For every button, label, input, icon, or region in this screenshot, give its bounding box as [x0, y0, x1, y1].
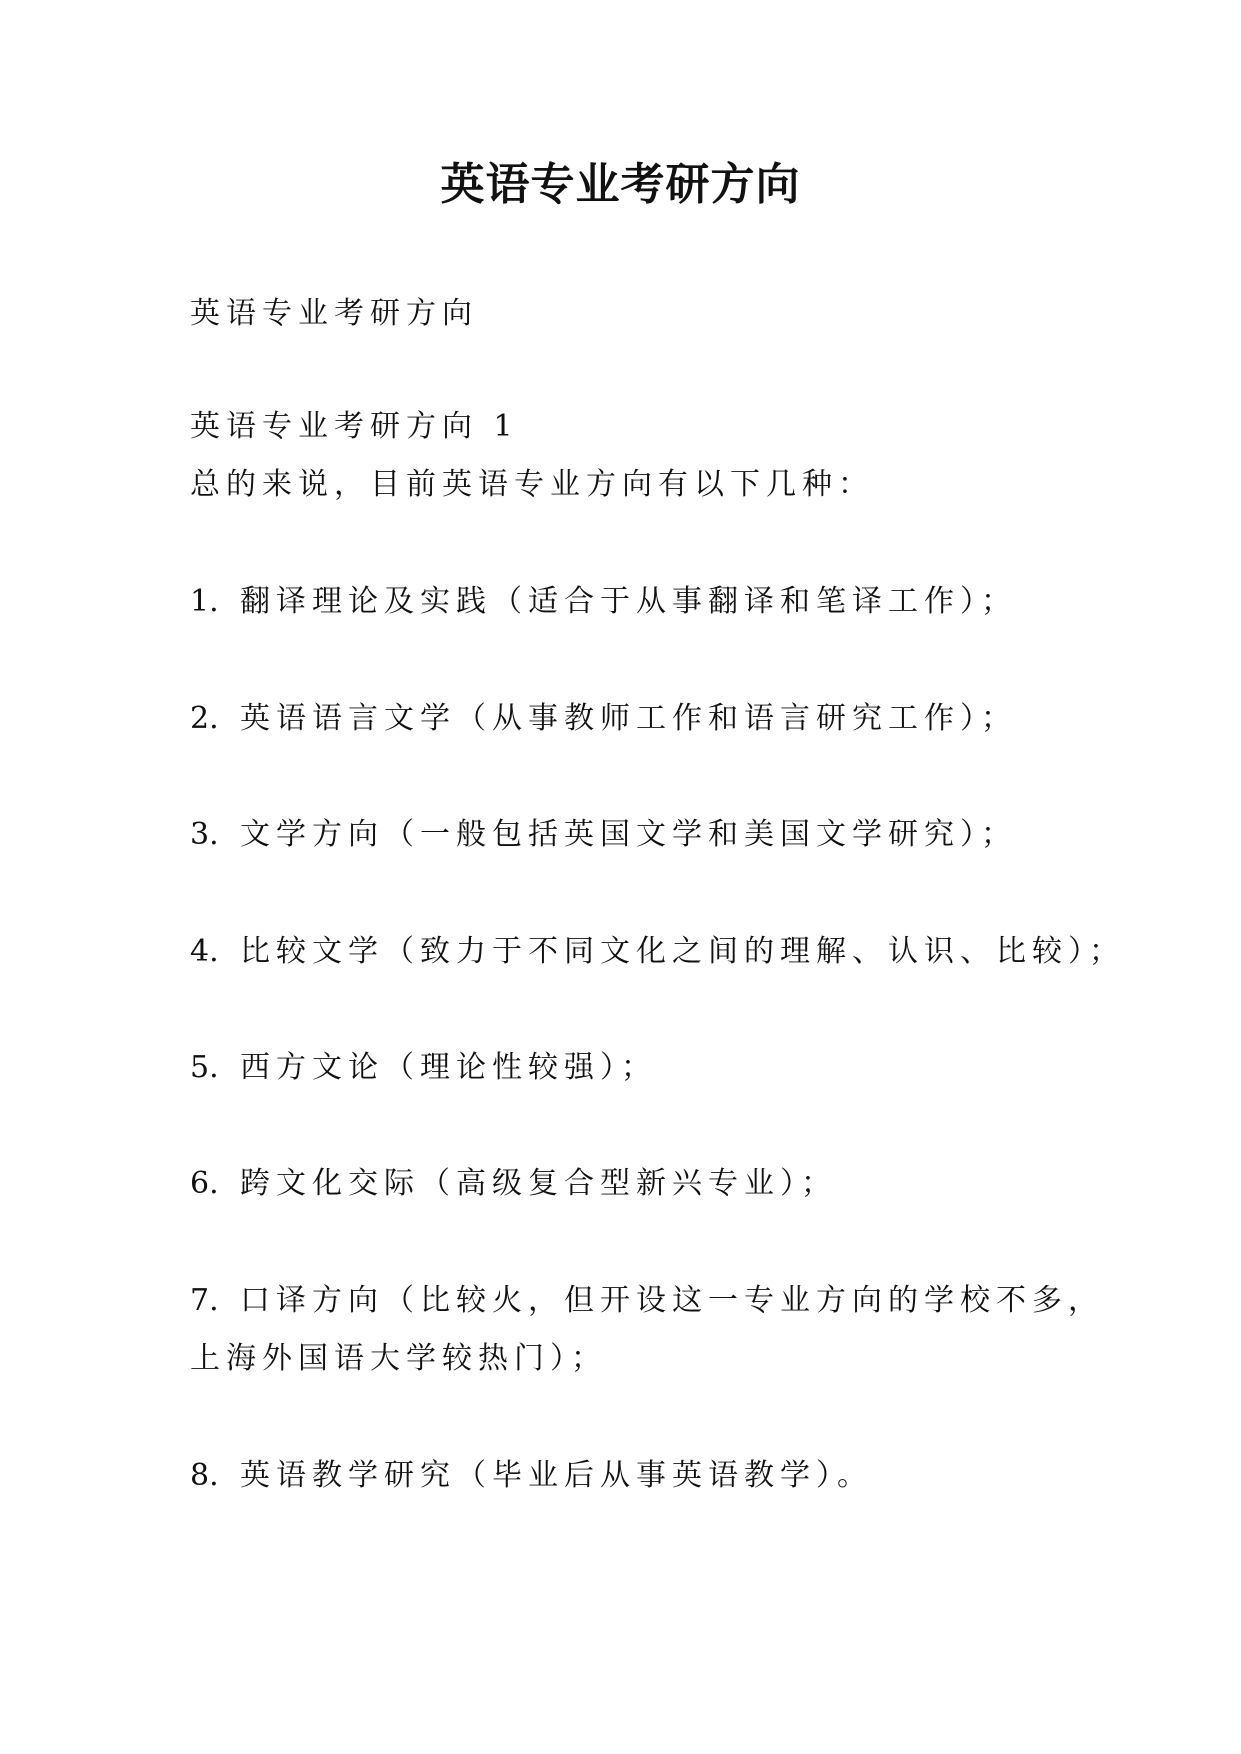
list-item-number: 3. [190, 817, 219, 852]
list-item [190, 1164, 1090, 1204]
section-heading: 英语专业考研方向 1 [190, 409, 519, 444]
document-subtitle: 英语专业考研方向 [190, 296, 478, 331]
list-item-number: 1. [190, 584, 219, 619]
list-item-number: 6. [190, 1166, 219, 1201]
list-item-continuation: 上海外国语大学较热门）； [190, 1341, 607, 1376]
list-item-text: 英语语言文学（从事教师工作和语言研究工作）； [240, 701, 1017, 736]
list-item-number: 7. [190, 1283, 219, 1318]
list-item-text: 文学方向（一般包括英国文学和美国文学研究）； [240, 817, 1017, 852]
list-item [190, 1281, 1104, 1321]
document-title: 英语专业考研方向 [440, 159, 801, 210]
list-item [190, 1456, 1090, 1496]
list-item [190, 932, 1125, 972]
intro-paragraph: 总的来说，目前英语专业方向有以下几种： [190, 467, 874, 502]
list-item-number: 5. [190, 1050, 219, 1085]
list-item-number: 4. [190, 934, 219, 969]
list-item [190, 1048, 1090, 1088]
list-item-text: 西方文论（理论性较强）； [240, 1050, 657, 1085]
list-item [190, 815, 1090, 855]
list-item-text: 英语教学研究（毕业后从事英语教学）。 [240, 1458, 873, 1493]
list-item [190, 699, 1090, 739]
list-item-text: 跨文化交际（高级复合型新兴专业）； [240, 1166, 837, 1201]
list-item-text: 口译方向（比较火，但开设这一专业方向的学校不多， [240, 1283, 1104, 1318]
list-item-text: 比较文学（致力于不同文化之间的理解、认识、比较）； [240, 934, 1125, 969]
list-item [190, 582, 1090, 622]
list-item-text: 翻译理论及实践（适合于从事翻译和笔译工作）； [240, 584, 1017, 619]
list-item-number: 8. [190, 1458, 219, 1493]
list-item-number: 2. [190, 701, 219, 736]
